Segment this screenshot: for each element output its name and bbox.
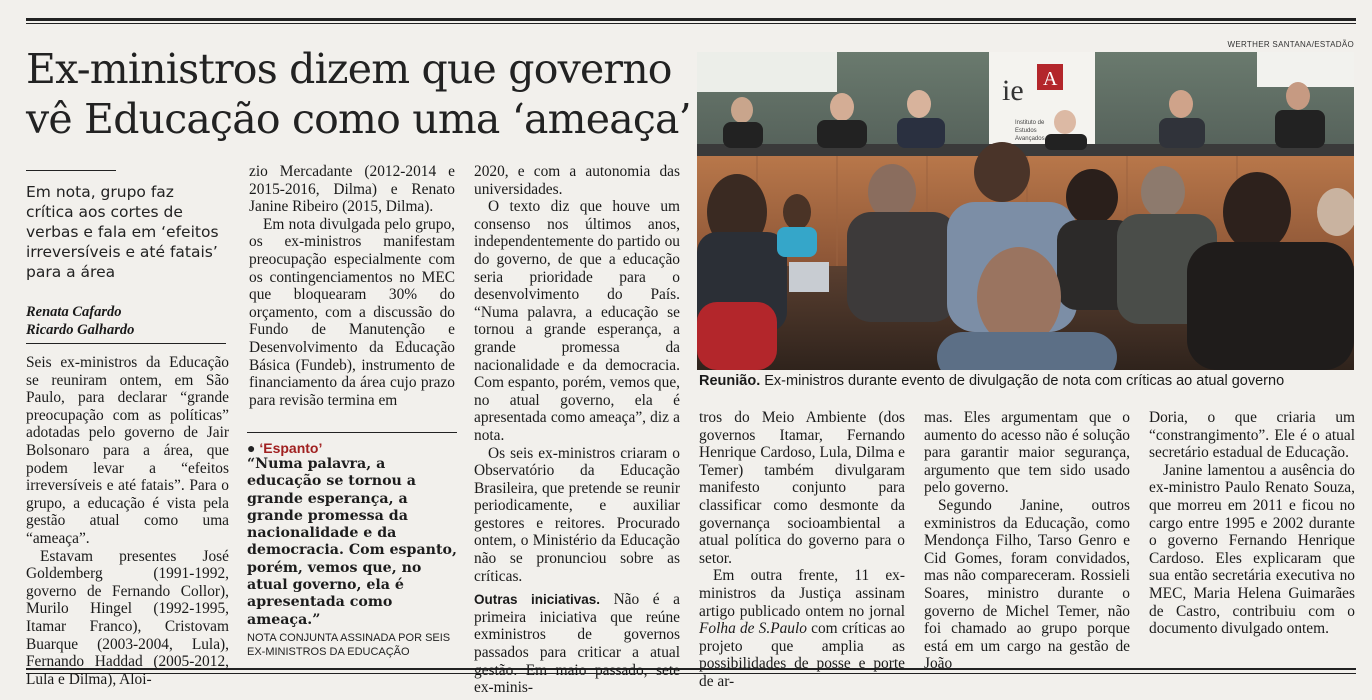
banner-line-1: Instituto de bbox=[1015, 120, 1045, 126]
col3-paragraph-4: Outras iniciativas. Não é a primeira iniciativa que reúne exministros de governos passados para criticar a atual gestão. Em maio passado, sete ex-minis- bbox=[474, 591, 680, 697]
caption-label: Reunião. bbox=[699, 373, 761, 389]
col3-paragraph-2: O texto diz que houve um consenso nos últimos anos, independentemente do partido ou do governo, de que a educação seria prioridade para o desenvolvimento do País. “Numa palavra, a educação se tornou a grande esperança, a grande promessa da nacionalidade e da democracia. Com espanto, porém, vemos que, no atual governo, ela é apresentada como ameaça”, diz a nota. bbox=[474, 198, 680, 444]
headline bbox=[26, 44, 691, 144]
deck-rule bbox=[26, 170, 116, 171]
author-1: Renata Cafardo bbox=[26, 304, 122, 320]
photo-illustration bbox=[697, 52, 1354, 370]
col1-paragraph-1: Seis ex-ministros da Educação se reuniram ontem, em São Paulo, para declarar “grande preocupação com as políticas” adotadas pelo governo de Jair Bolsonaro para a área, que podem levar a “efeitos irreversíveis e até fatais”. Para o grupo, a educação é vista pela gestão atual como uma “ameaça”. bbox=[26, 354, 229, 547]
banner-logo-mark: A bbox=[1043, 68, 1058, 90]
caption-text: Ex-ministros durante evento de divulgação de nota com críticas ao atual governo bbox=[760, 373, 1285, 389]
column-1 bbox=[26, 354, 229, 688]
banner-line-2: Estudos bbox=[1015, 128, 1037, 134]
col2-paragraph-2: Em nota divulgada pelo grupo, os ex-ministros manifestam preocupação especialmente com os contingenciamentos no MEC que bloquearam 30% do orçamento, com a discussão do Fundo de Manutenção e Desenvolvimento da Educação Básica (Fundeb), instrumento de financiamento da área cujo prazo para revisão termina em bbox=[249, 215, 455, 409]
column-2 bbox=[249, 163, 455, 409]
byline-rule bbox=[26, 343, 226, 344]
banner-logo-text: ie bbox=[1002, 74, 1024, 107]
quote-text: “Numa palavra, a educação se tornou a grande esperança, a grande promessa da nacionalidade e da democracia. Com espanto, porém, vemos que, no atual governo, ela é apresentada como ameaça.” bbox=[247, 456, 457, 628]
col4-paragraph-1: tros do Meio Ambiente (dos governos Itamar, Fernando Henrique Cardoso, Lula, Dilma e Temer) também divulgaram manifesto conjunto para classificar como desmonte da governança socioambiental a atual política do governo para o setor. bbox=[699, 409, 905, 567]
byline bbox=[26, 303, 134, 339]
col3-paragraph-1: 2020, e com a autonomia das universidades. bbox=[474, 163, 680, 198]
column-6 bbox=[1149, 409, 1355, 638]
banner-line-3: Avançados bbox=[1015, 136, 1045, 142]
col6-paragraph-2: Janine lamentou a ausência do ex-ministro Paulo Renato Souza, que morreu em 2011 e ficou no cargo entre 1995 e 2002 durante o governo Fernando Henrique Cardoso. Eles explicaram que sua então secretária executiva no MEC, Maria Helena Guimarães de Castro, contribuiu com o documento divulgado ontem. bbox=[1149, 461, 1355, 638]
quote-tag: ● ‘Espanto’ bbox=[247, 440, 323, 456]
deck-subtitle: Em nota, grupo faz crítica aos cortes de verbas e fala em ‘efeitos irreversíveis e até fatais’ para a área bbox=[26, 183, 219, 281]
photo-credit: WERTHER SANTANA/ESTADÃO bbox=[1227, 40, 1354, 49]
col3-subhead: Outras iniciativas. bbox=[474, 592, 601, 608]
photo-caption bbox=[699, 373, 1359, 389]
column-4 bbox=[699, 409, 905, 691]
pull-quote bbox=[247, 440, 457, 659]
col4-paragraph-2: Em outra frente, 11 ex-ministros da Justiça assinam artigo publicado ontem no jornal Folha de S.Paulo com críticas ao projeto que amplia as possibilidades de posse e porte de ar- bbox=[699, 567, 905, 690]
author-2: Ricardo Galhardo bbox=[26, 322, 135, 338]
top-rule-thin bbox=[26, 23, 1356, 24]
top-rule bbox=[26, 18, 1356, 21]
quote-rule bbox=[247, 432, 457, 433]
col5-paragraph-1: mas. Eles argumentam que o aumento do acesso não é solução para garantir maior segurança, argumento que tem sido usado pelo governo. bbox=[924, 409, 1130, 497]
newspaper-name: Folha de S.Paulo bbox=[699, 620, 807, 638]
col3-paragraph-3: Os seis ex-ministros criaram o Observatório da Educação Brasileira, que pretende se reunir periodicamente, e auxiliar gestores e reitores. Procurado ontem, o Ministério da Educação não se pronunciou sobre as críticas. bbox=[474, 444, 680, 585]
col1-paragraph-2: Estavam presentes José Goldemberg (1991-1992, governo de Fernando Collor), Murilo Hingel (1992-1995, Itamar Franco), Cristovam Buarque (2003-2004, Lula), Fernando Haddad (2005-2012, Lula e Dilma), Aloi- bbox=[26, 547, 229, 688]
headline-line-2: vê Educação como uma ‘ameaça’ bbox=[26, 95, 691, 143]
quote-source: NOTA CONJUNTA ASSINADA POR SEIS EX-MINISTROS DA EDUCAÇÃO bbox=[247, 631, 451, 658]
headline-line-1: Ex-ministros dizem que governo bbox=[26, 45, 672, 93]
col2-paragraph-1: zio Mercadante (2012-2014 e 2015-2016, Dilma) e Renato Janine Ribeiro (2015, Dilma). bbox=[249, 163, 455, 216]
column-5 bbox=[924, 409, 1130, 673]
news-photo bbox=[697, 52, 1354, 370]
col6-paragraph-1: Doria, o que criaria um “constrangimento”. Ele é o atual secretário estadual de Educação. bbox=[1149, 409, 1355, 462]
column-3 bbox=[474, 163, 680, 697]
col5-paragraph-2: Segundo Janine, outros exministros da Educação, como Mendonça Filho, Tarso Genro e Cid Gomes, foram convidados, mas não compareceram. Rossieli Soares, ministro durante o governo de Michel Temer, não foi chamado ao grupo porque está em um cargo na gestão de João bbox=[924, 496, 1130, 673]
